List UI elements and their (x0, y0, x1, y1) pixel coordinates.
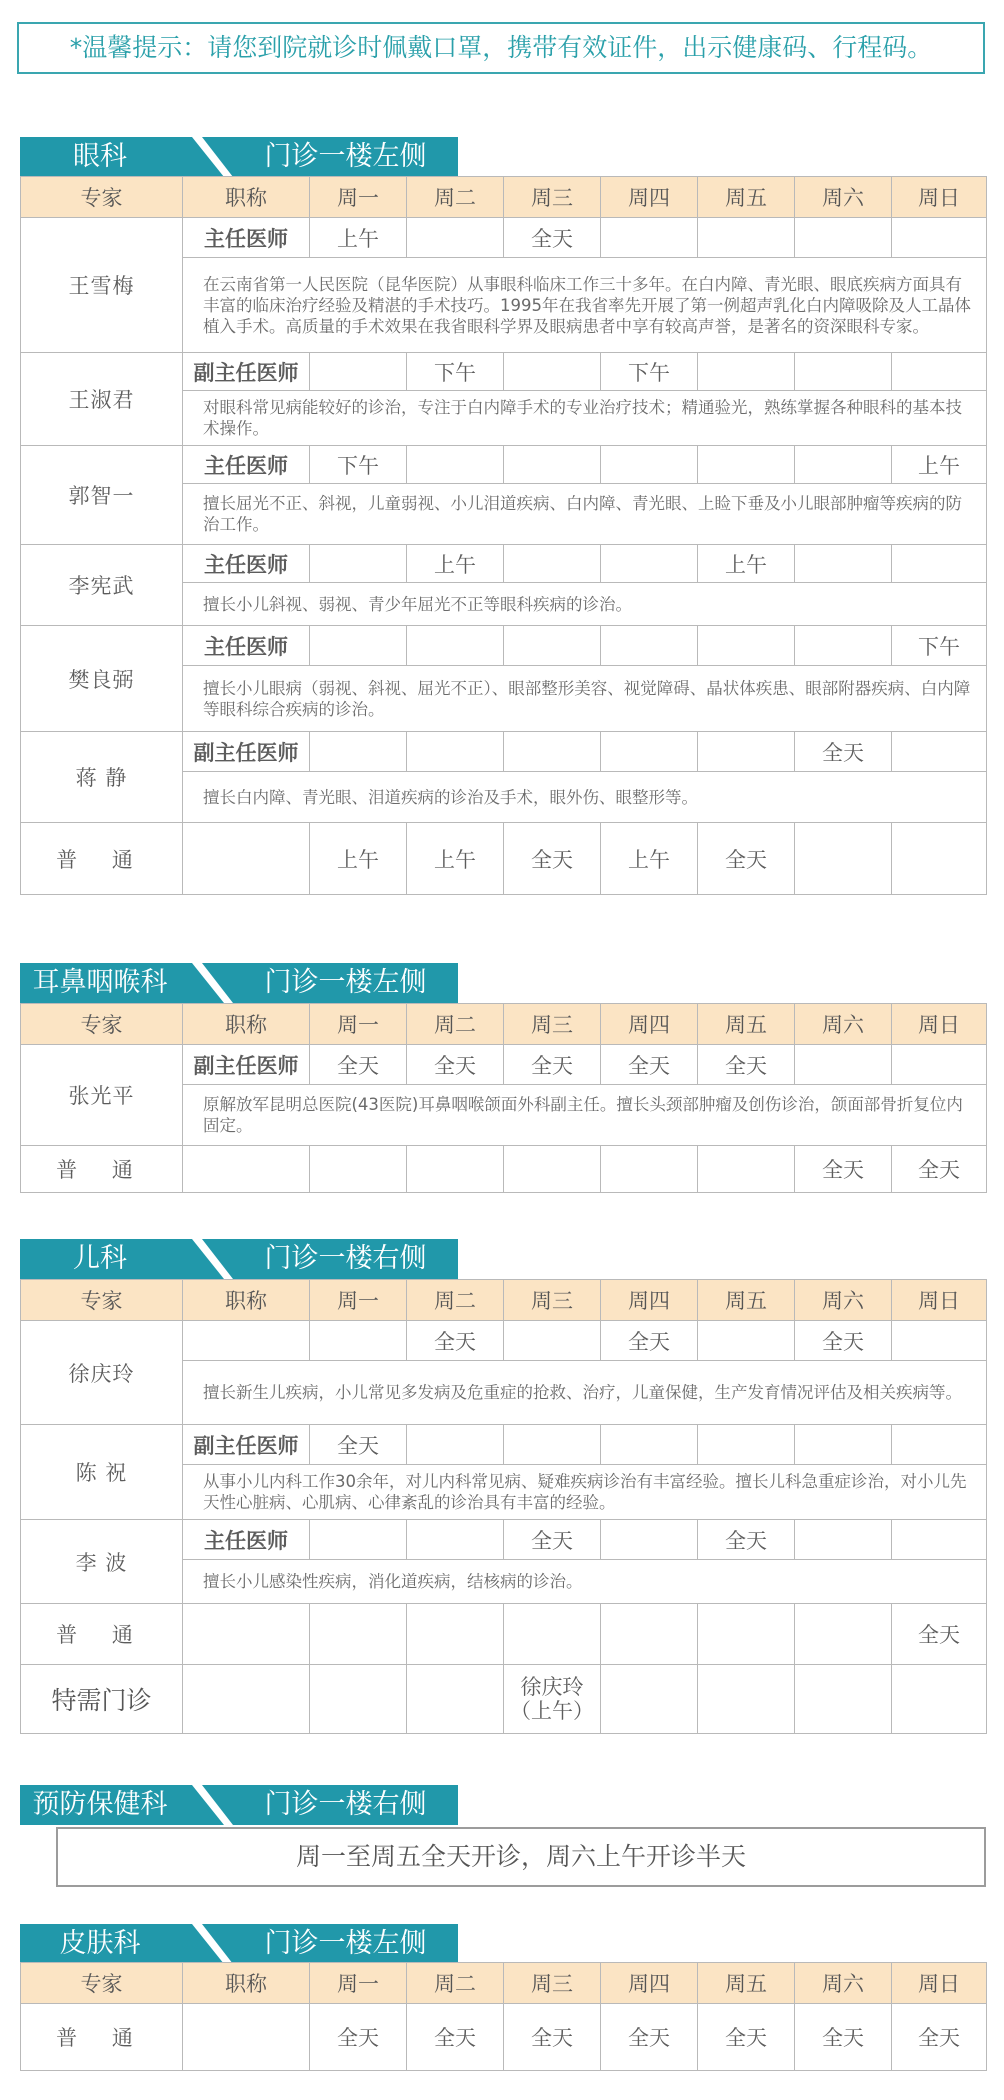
department-name: 皮肤科 (20, 1924, 180, 1964)
doctor-description: 对眼科常见病能较好的诊治，专注于白内障手术的专业治疗技术；精通验光，熟练掌握各种眼科的基本技术操作。 (183, 391, 987, 446)
column-header: 周四 (601, 1280, 698, 1321)
general-clinic-row (21, 823, 987, 895)
doctor-title (183, 1604, 310, 1665)
schedule-table (20, 1962, 987, 2071)
clinic-type: 普 通 (21, 2004, 183, 2071)
schedule-slot: 全天 (698, 1045, 795, 1085)
banner-slash-decoration (180, 1785, 233, 1825)
schedule-slot (310, 1321, 407, 1361)
notice-banner: *温馨提示：请您到院就诊时佩戴口罩，携带有效证件，出示健康码、行程码。 (17, 22, 985, 74)
schedule-slot: 全天 (407, 1045, 504, 1085)
schedule-slot (795, 218, 892, 258)
schedule-slot: 下午 (601, 353, 698, 391)
department-location: 门诊一楼右侧 (233, 1239, 458, 1279)
schedule-slot (601, 1425, 698, 1465)
doctor-title (183, 2004, 310, 2071)
column-header: 周二 (407, 1280, 504, 1321)
column-header: 职称 (183, 177, 310, 218)
schedule-slot: 全天 (504, 1520, 601, 1560)
department-location: 门诊一楼左侧 (233, 137, 458, 177)
schedule-slot (601, 218, 698, 258)
schedule-slot: 全天 (892, 2004, 987, 2071)
schedule-slot: 全天 (310, 1045, 407, 1085)
schedule-slot (795, 823, 892, 895)
schedule-slot (795, 1665, 892, 1734)
schedule-slot: 下午 (892, 626, 987, 666)
schedule-slot (795, 1520, 892, 1560)
schedule-slot (892, 1520, 987, 1560)
schedule-slot (601, 1665, 698, 1734)
schedule-slot: 全天 (504, 1045, 601, 1085)
schedule-slot: 上午 (892, 446, 987, 484)
column-header: 周四 (601, 177, 698, 218)
schedule-slot (310, 1604, 407, 1665)
schedule-slot: 全天 (795, 1321, 892, 1361)
schedule-slot (698, 446, 795, 484)
schedule-slot: 全天 (698, 1520, 795, 1560)
column-header: 周二 (407, 177, 504, 218)
schedule-slot: 全天 (601, 2004, 698, 2071)
schedule-slot (407, 1425, 504, 1465)
schedule-slot: 徐庆玲 （上午） (504, 1665, 601, 1734)
schedule-slot (795, 353, 892, 391)
column-header: 周日 (892, 177, 987, 218)
banner-slash-decoration (180, 1924, 233, 1964)
schedule-slot (504, 353, 601, 391)
schedule-slot (310, 732, 407, 772)
schedule-slot (504, 1321, 601, 1361)
schedule-slot (795, 1045, 892, 1085)
clinic-type: 特需门诊 (21, 1665, 183, 1734)
column-header: 周一 (310, 177, 407, 218)
schedule-slot (504, 626, 601, 666)
column-header: 周三 (504, 1280, 601, 1321)
schedule-slot (892, 732, 987, 772)
schedule-slot: 全天 (795, 1146, 892, 1193)
schedule-slot: 全天 (892, 1146, 987, 1193)
schedule-slot: 全天 (795, 732, 892, 772)
doctor-title: 主任医师 (183, 218, 310, 258)
schedule-slot (504, 545, 601, 583)
schedule-slot (407, 1604, 504, 1665)
schedule-slot: 上午 (601, 823, 698, 895)
banner-slash-decoration (180, 1239, 233, 1279)
department-name: 眼科 (20, 137, 180, 177)
schedule-slot (310, 1146, 407, 1193)
column-header: 周六 (795, 177, 892, 218)
doctor-description: 擅长屈光不正、斜视，儿童弱视、小儿泪道疾病、白内障、青光眼、上睑下垂及小儿眼部肿瘤等疾病的防治工作。 (183, 484, 987, 545)
schedule-slot (698, 732, 795, 772)
doctor-schedule-row (21, 1045, 987, 1085)
doctor-title: 副主任医师 (183, 1045, 310, 1085)
prevention-hours: 周一至周五全天开诊，周六上午开诊半天 (56, 1827, 986, 1887)
doctor-title: 副主任医师 (183, 732, 310, 772)
schedule-slot (504, 1425, 601, 1465)
schedule-slot: 全天 (698, 823, 795, 895)
schedule-slot (407, 732, 504, 772)
doctor-description: 擅长新生儿疾病，小儿常见多发病及危重症的抢救、治疗，儿童保健，生产发育情况评估及相关疾病等。 (183, 1361, 987, 1425)
doctor-schedule-row (21, 1520, 987, 1560)
schedule-slot: 上午 (310, 218, 407, 258)
doctor-schedule-row (21, 545, 987, 583)
schedule-slot (892, 218, 987, 258)
schedule-table (20, 176, 987, 895)
schedule-slot (795, 1425, 892, 1465)
schedule-slot: 下午 (310, 446, 407, 484)
column-header: 周二 (407, 1004, 504, 1045)
banner-slash-decoration (180, 963, 233, 1003)
department-location: 门诊一楼右侧 (233, 1785, 458, 1825)
schedule-slot (698, 1425, 795, 1465)
schedule-slot: 全天 (892, 1604, 987, 1665)
schedule-slot (698, 353, 795, 391)
clinic-type: 普 通 (21, 1604, 183, 1665)
doctor-name: 李宪武 (21, 545, 183, 626)
derm-section-banner (20, 1924, 440, 1964)
department-name: 预防保健科 (20, 1785, 180, 1825)
schedule-slot: 上午 (310, 823, 407, 895)
doctor-description: 擅长白内障、青光眼、泪道疾病的诊治及手术，眼外伤、眼整形等。 (183, 772, 987, 823)
schedule-slot (504, 446, 601, 484)
doctor-title: 主任医师 (183, 626, 310, 666)
doctor-description: 在云南省第一人民医院（昆华医院）从事眼科临床工作三十多年。在白内障、青光眼、眼底疾病方面具有丰富的临床治疗经验及精湛的手术技巧。1995年在我省率先开展了第一例超声乳化白内障吸除及人工晶体植入手术。高质量的手术效果在我省眼科学界及眼病患者中享有较高声誉，是著名的资深眼科专家。 (183, 258, 987, 353)
column-header: 专家 (21, 1004, 183, 1045)
schedule-slot (795, 545, 892, 583)
schedule-slot (698, 1604, 795, 1665)
column-header: 职称 (183, 1963, 310, 2004)
schedule-slot (407, 1665, 504, 1734)
column-header: 周四 (601, 1963, 698, 2004)
schedule-slot (407, 218, 504, 258)
column-header: 周五 (698, 1963, 795, 2004)
table-header-row (21, 1280, 987, 1321)
column-header: 周五 (698, 1004, 795, 1045)
doctor-description: 从事小儿内科工作30余年，对儿内科常见病、疑难疾病诊治有丰富经验。擅长儿科急重症诊治，对小儿先天性心脏病、心肌病、心律紊乱的诊治具有丰富的经验。 (183, 1465, 987, 1520)
banner-slash-decoration (180, 137, 233, 177)
schedule-slot (407, 626, 504, 666)
schedule-table (20, 1003, 987, 1193)
schedule-slot: 全天 (504, 2004, 601, 2071)
column-header: 周三 (504, 1004, 601, 1045)
department-name: 儿科 (20, 1239, 180, 1279)
doctor-title: 副主任医师 (183, 353, 310, 391)
schedule-slot (407, 446, 504, 484)
schedule-slot (892, 823, 987, 895)
ent-section-banner (20, 963, 440, 1003)
schedule-slot: 上午 (407, 823, 504, 895)
schedule-slot: 全天 (407, 1321, 504, 1361)
doctor-name: 徐庆玲 (21, 1321, 183, 1425)
schedule-slot: 全天 (504, 218, 601, 258)
clinic-type: 普 通 (21, 823, 183, 895)
schedule-slot (601, 545, 698, 583)
doctor-title (183, 1146, 310, 1193)
schedule-table (20, 1279, 987, 1734)
doctor-name: 王雪梅 (21, 218, 183, 353)
peds-section-banner (20, 1239, 440, 1279)
doctor-name: 李 波 (21, 1520, 183, 1604)
doctor-schedule-row (21, 353, 987, 391)
schedule-slot (310, 1520, 407, 1560)
schedule-slot: 全天 (601, 1045, 698, 1085)
schedule-slot (892, 353, 987, 391)
schedule-slot (601, 732, 698, 772)
doctor-name: 王淑君 (21, 353, 183, 446)
schedule-slot: 全天 (310, 1425, 407, 1465)
schedule-slot (892, 1665, 987, 1734)
doctor-name: 蒋 静 (21, 732, 183, 823)
doctor-name: 张光平 (21, 1045, 183, 1146)
schedule-slot (407, 1520, 504, 1560)
doctor-description: 擅长小儿感染性疾病，消化道疾病，结核病的诊治。 (183, 1560, 987, 1604)
general-clinic-row (21, 2004, 987, 2071)
eye-section-banner (20, 137, 440, 177)
column-header: 周日 (892, 1280, 987, 1321)
schedule-slot (504, 1146, 601, 1193)
schedule-slot (698, 1321, 795, 1361)
schedule-slot: 全天 (407, 2004, 504, 2071)
department-location: 门诊一楼左侧 (233, 1924, 458, 1964)
schedule-slot (310, 545, 407, 583)
column-header: 周五 (698, 177, 795, 218)
column-header: 周一 (310, 1280, 407, 1321)
doctor-name: 陈 祝 (21, 1425, 183, 1520)
table-header-row (21, 1004, 987, 1045)
schedule-slot (601, 1520, 698, 1560)
column-header: 周日 (892, 1963, 987, 2004)
schedule-slot (407, 1146, 504, 1193)
department-location: 门诊一楼左侧 (233, 963, 458, 1003)
schedule-slot (698, 1665, 795, 1734)
prevent-section-banner (20, 1785, 440, 1825)
clinic-type: 普 通 (21, 1146, 183, 1193)
doctor-schedule-row (21, 218, 987, 258)
doctor-title: 主任医师 (183, 545, 310, 583)
column-header: 专家 (21, 1963, 183, 2004)
schedule-slot (310, 1665, 407, 1734)
doctor-title (183, 823, 310, 895)
column-header: 周一 (310, 1963, 407, 2004)
column-header: 周六 (795, 1963, 892, 2004)
schedule-slot (892, 1425, 987, 1465)
schedule-slot (892, 1321, 987, 1361)
column-header: 周一 (310, 1004, 407, 1045)
schedule-slot (795, 1604, 892, 1665)
schedule-slot (795, 446, 892, 484)
general-clinic-row (21, 1146, 987, 1193)
schedule-slot (310, 353, 407, 391)
column-header: 周二 (407, 1963, 504, 2004)
schedule-slot (698, 218, 795, 258)
table-header-row (21, 177, 987, 218)
general-clinic-row (21, 1604, 987, 1665)
doctor-name: 郭智一 (21, 446, 183, 545)
column-header: 周日 (892, 1004, 987, 1045)
doctor-title (183, 1321, 310, 1361)
schedule-slot: 全天 (310, 2004, 407, 2071)
special-clinic-row (21, 1665, 987, 1734)
column-header: 专家 (21, 1280, 183, 1321)
doctor-name: 樊良弼 (21, 626, 183, 732)
column-header: 周四 (601, 1004, 698, 1045)
doctor-description: 擅长小儿斜视、弱视、青少年屈光不正等眼科疾病的诊治。 (183, 583, 987, 626)
schedule-slot: 全天 (698, 2004, 795, 2071)
schedule-slot (310, 626, 407, 666)
doctor-title: 主任医师 (183, 446, 310, 484)
column-header: 职称 (183, 1280, 310, 1321)
table-header-row (21, 1963, 987, 2004)
doctor-schedule-row (21, 1321, 987, 1361)
schedule-slot (601, 1604, 698, 1665)
schedule-slot (795, 626, 892, 666)
column-header: 周五 (698, 1280, 795, 1321)
doctor-title: 副主任医师 (183, 1425, 310, 1465)
column-header: 周六 (795, 1280, 892, 1321)
schedule-slot (601, 1146, 698, 1193)
column-header: 专家 (21, 177, 183, 218)
schedule-slot: 全天 (504, 823, 601, 895)
department-name: 耳鼻咽喉科 (20, 963, 180, 1003)
schedule-slot (698, 1146, 795, 1193)
schedule-slot (892, 545, 987, 583)
schedule-slot (504, 1604, 601, 1665)
doctor-schedule-row (21, 626, 987, 666)
schedule-slot (601, 626, 698, 666)
schedule-slot: 下午 (407, 353, 504, 391)
doctor-description: 擅长小儿眼病（弱视、斜视、屈光不正）、眼部整形美容、视觉障碍、晶状体疾患、眼部附器疾病、白内障等眼科综合疾病的诊治。 (183, 666, 987, 732)
doctor-title (183, 1665, 310, 1734)
schedule-slot (601, 446, 698, 484)
schedule-slot: 全天 (795, 2004, 892, 2071)
column-header: 职称 (183, 1004, 310, 1045)
schedule-slot: 上午 (698, 545, 795, 583)
doctor-schedule-row (21, 732, 987, 772)
schedule-slot (892, 1045, 987, 1085)
schedule-slot (504, 732, 601, 772)
doctor-description: 原解放军昆明总医院(43医院)耳鼻咽喉颌面外科副主任。擅长头颈部肿瘤及创伤诊治，颌面部骨折复位内固定。 (183, 1085, 987, 1146)
column-header: 周六 (795, 1004, 892, 1045)
schedule-slot (698, 626, 795, 666)
doctor-title: 主任医师 (183, 1520, 310, 1560)
schedule-slot: 上午 (407, 545, 504, 583)
doctor-schedule-row (21, 446, 987, 484)
schedule-slot: 全天 (601, 1321, 698, 1361)
column-header: 周三 (504, 1963, 601, 2004)
column-header: 周三 (504, 177, 601, 218)
doctor-schedule-row (21, 1425, 987, 1465)
